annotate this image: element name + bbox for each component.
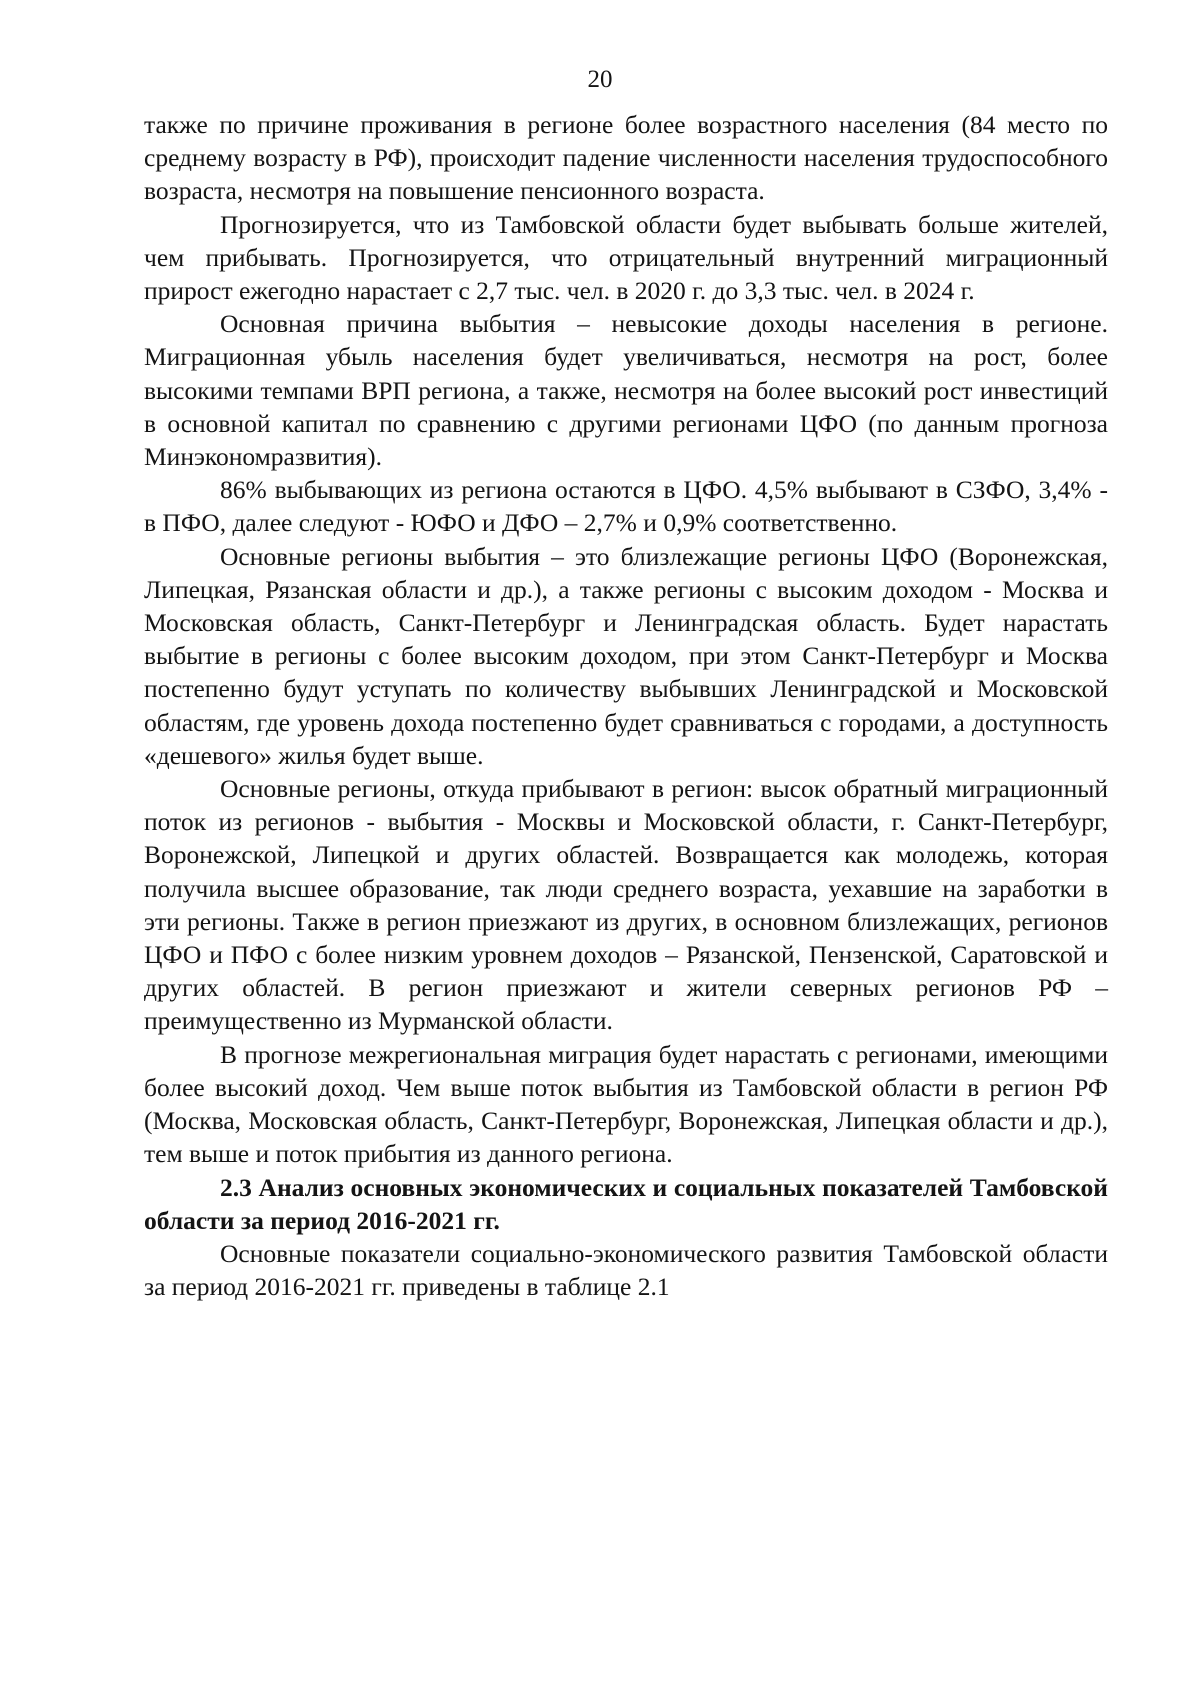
paragraph-migration-forecast: Прогнозируется, что из Тамбовской области будет выбывать больше жителей, чем прибывать. Прогнозируется, что отрицательный внутренний миграционный прирост ежегодно нарастает с 2,7 тыс. чел. в 2020 г. до 3,3 тыс. чел. в 2024 г.	[144, 209, 1108, 306]
section-intro-paragraph: Основные показатели социально-экономического развития Тамбовской области за период 2016-2021 гг. приведены в таблице 2.1	[144, 1238, 1108, 1302]
paragraph-departure-reason: Основная причина выбытия – невысокие доходы населения в регионе. Миграционная убыль населения будет увеличиваться, несмотря на рост, более высокими темпами ВРП региона, а также, несмотря на более высокий рост инвестиций в основной капитал по сравнению с другими регионами ЦФО (по данным прогноза Минэкономразвития).	[144, 309, 1108, 472]
section-heading: 2.3 Анализ основных экономических и социальных показателей Тамбовской области за период 2016-2021 гг.	[144, 1172, 1108, 1235]
paragraph-arrival-regions: Основные регионы, откуда прибывают в регион: высок обратный миграционный поток из регионов - выбытия - Москвы и Московской области, г. Санкт-Петербург, Воронежской, Липецкой и других областей. Возвращается как молодежь, которая получила высшее образование, так люди среднего возраста, уехавшие на заработки в эти регионы. Также в регион приезжают из других, в основном близлежащих, регионов ЦФО и ПФО с более низким уровнем доходов – Рязанской, Пензенской, Саратовской и других областей. В регион приезжают и жители северных регионов РФ – преимущественно из Мурманской области.	[144, 774, 1108, 1036]
paragraph-departure-regions: Основные регионы выбытия – это близлежащие регионы ЦФО (Воронежская, Липецкая, Рязанская области и др.), а также регионы с высоким доходом - Москва и Московская область, Санкт-Петербург и Ленинградская область. Будет нарастать выбытие в регионы с более высоким доходом, при этом Санкт-Петербург и Москва постепенно будут уступать по количеству выбывших Ленинградской и Московской областям, где уровень дохода постепенно будет сравниваться с городами, а доступность «дешевого» жилья будет выше.	[144, 541, 1108, 770]
paragraph-departure-shares: 86% выбывающих из региона остаются в ЦФО. 4,5% выбывают в СЗФО, 3,4% - в ПФО, далее следуют - ЮФО и ДФО – 2,7% и 0,9% соответственно.	[144, 475, 1108, 538]
document-body	[144, 108, 1108, 1303]
paragraph-interregional-forecast: В прогнозе межрегиональная миграция будет нарастать с регионами, имеющими более высокий доход. Чем выше поток выбытия из Тамбовской области в регион РФ (Москва, Московская область, Санкт-Петербург, Воронежская, Липецкая области и др.), тем выше и поток прибытия из данного региона.	[144, 1039, 1108, 1169]
paragraph-continuation: также по причине проживания в регионе более возрастного населения (84 место по среднему возрасту в РФ), происходит падение численности населения трудоспособного возраста, несмотря на повышение пенсионного возраста.	[144, 110, 1108, 206]
page-number: 20	[587, 66, 613, 93]
